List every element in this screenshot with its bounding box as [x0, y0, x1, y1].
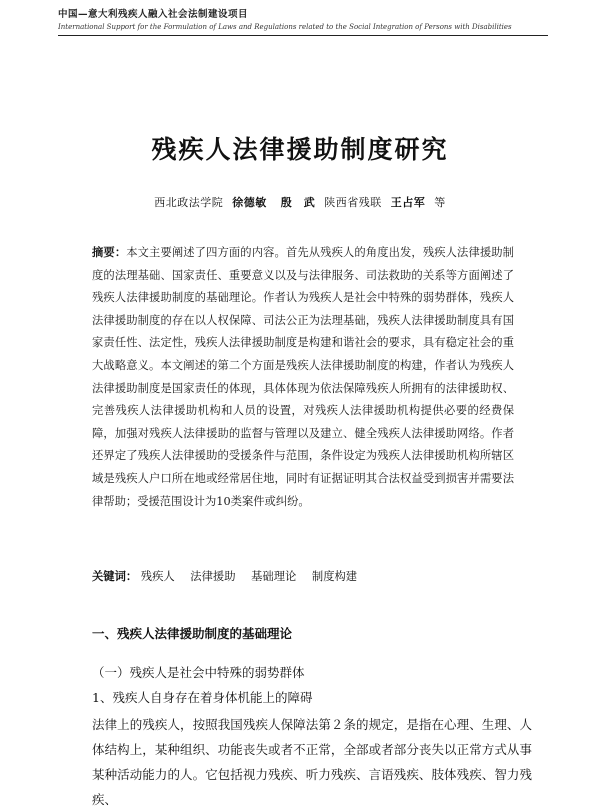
author-name-3: 王占军	[390, 196, 426, 209]
keyword: 制度构建	[311, 570, 358, 583]
abstract-text: 本文主要阐述了四方面的内容。首先从残疾人的角度出发，残疾人法律援助制度的法理基础、国家责任、重要意义以及与法律服务、司法救助的关系等方面阐述了残疾人法律援助制度的基础理论。作者认为残疾人是社会中特殊的弱势群体，残疾人法律援助制度的存在以人权保障、司法公正为法理基础，残疾人法律援助制度具有国家责任性、法定性，残疾人法律援助制度是构建和谐社会的要求，具有稳定社会的重大战略意义。本文阐述的第二个方面是残疾人法律援助制度的构建，作者认为残疾人法律援助制度是国家责任的体现，具体体现为依法保障残疾人所拥有的法律援助权、完善残疾人法律援助机构和人员的设置，对残疾人法律援助机构提供必要的经费保障，加强对残疾人法律援助的监督与管理以及建立、健全残疾人法律援助网络。作者还界定了残疾人法律援助的受援条件与范围，条件设定为残疾人法律援助机构所辖区域是残疾人户口所在地或经常居住地，同时有证据证明其合法权益受到损害并需要法律帮助；受援范围设计为10类案件或纠纷。	[92, 246, 514, 508]
author-name-1: 徐德敏	[232, 196, 267, 209]
keyword: 基础理论	[251, 570, 297, 583]
keywords	[92, 568, 514, 584]
keyword: 法律援助	[190, 570, 236, 583]
keywords-label: 关键词：	[92, 570, 138, 583]
subsubsection-heading: 1、残疾人自身存在着身体机能上的障碍	[92, 690, 313, 705]
body-paragraph: 法律上的残疾人，按照我国残疾人保障法第２条的规定，是指在心理、生理、人体结构上，某种组织、功能丧失或者不正常，全部或者部分丧失以正常方式从事某种活动能力的人。它包括视力残疾、听力残疾、言语残疾、肢体残疾、智力残疾、	[92, 717, 532, 807]
paper-title: 残疾人法律援助制度研究	[151, 135, 449, 164]
keyword: 残疾人	[140, 570, 175, 583]
header-series-en: International Support for the Formulation of Laws and Regulations related to the Social Integration of Persons with Disabilities	[58, 23, 512, 31]
subsection-heading: （一）残疾人是社会中特殊的弱势群体	[92, 665, 305, 680]
author-name-2: 殷 武	[280, 196, 316, 209]
author-affiliation-1: 西北政法学院	[154, 196, 224, 209]
running-header	[58, 8, 548, 36]
author-suffix: 等	[434, 196, 446, 209]
author-line	[0, 194, 600, 210]
abstract-label: 摘要：	[92, 246, 127, 259]
abstract	[92, 242, 514, 513]
section-heading: 一、残疾人法律援助制度的基础理论	[92, 626, 293, 641]
header-series-cn: 中国—意大利残疾人融入社会法制建设项目	[58, 9, 249, 20]
header-rule	[58, 35, 548, 36]
author-affiliation-2: 陕西省残联	[324, 196, 382, 209]
